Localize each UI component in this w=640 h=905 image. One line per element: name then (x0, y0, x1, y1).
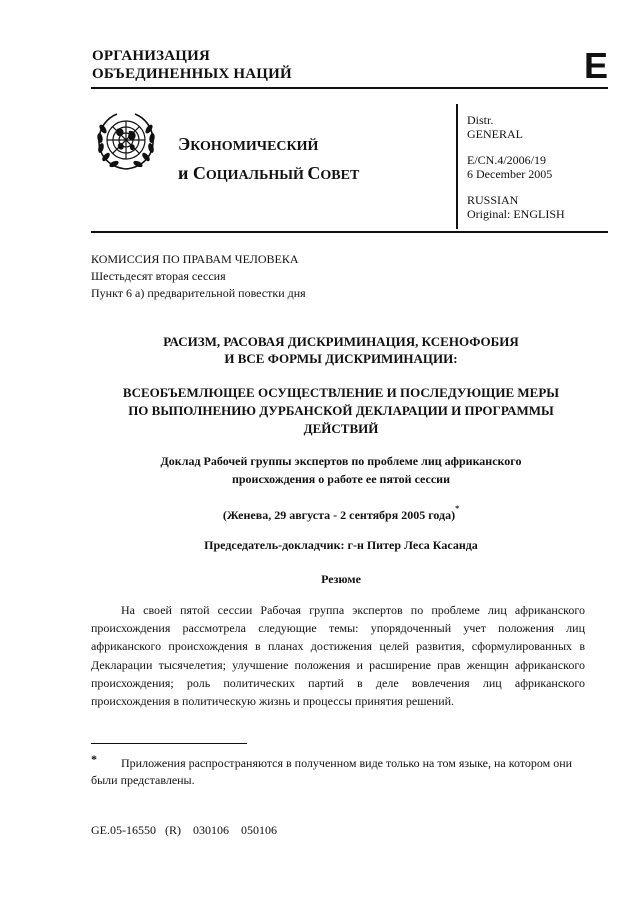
header-top-rule (91, 87, 608, 89)
distr-general: GENERAL (467, 127, 523, 141)
council-line-2 (178, 160, 359, 189)
council-line-2-rest-1: ОЦИАЛЬНЫЙ (205, 168, 308, 183)
document-language: RUSSIAN (467, 193, 519, 207)
distribution-block (467, 113, 565, 221)
commission-session: Шестьдесят вторая сессия (91, 269, 226, 283)
header-vertical-rule (456, 104, 458, 229)
title-racism-line-1: РАСИЗМ, РАСОВАЯ ДИСКРИМИНАЦИЯ, КСЕНОФОБИЯ (163, 334, 519, 349)
session-dates-text: (Женева, 29 августа - 2 сентября 2005 года) (222, 508, 456, 522)
language-letter: E (584, 45, 609, 86)
footnote-marker: * (91, 752, 97, 766)
summary-heading: Резюме (321, 572, 361, 586)
session-dates (91, 504, 591, 523)
footnote-text: Приложения распространяются в полученном виде только на том языке, на котором они были представлены. (91, 756, 573, 787)
org-line-2: ОБЪЕДИНЕННЫХ НАЦИЙ (92, 66, 292, 82)
council-line-2-cap-1: С (192, 163, 206, 183)
council-line-2-pre: и (178, 163, 193, 183)
council-line-1 (178, 131, 359, 160)
council-line-2-rest-2: ОВЕТ (320, 168, 360, 183)
commission-name: КОМИССИЯ ПО ПРАВАМ ЧЕЛОВЕКА (91, 252, 299, 266)
council-name (178, 131, 359, 189)
chairperson: Председатель-докладчик: г-н Питер Леса Касанда (204, 538, 478, 552)
summary-paragraph: На своей пятой сессии Рабочая группа экспертов по проблеме лиц африканского происхождения рассмотрела следующие темы: упорядоченный учет положения лиц африканского происхождения в планах достижения целей развития, сформулированных в Декларации тысячелетия; улучшение положения и расширение прав женщин африканского происхождения; роль политических партий в деле вовлечения лиц африканского происхождения в политическую жизнь и процессы принятия решений. (91, 603, 585, 709)
title-durban-line-2: ПО ВЫПОЛНЕНИЮ ДУРБАНСКОЙ ДЕКЛАРАЦИИ И ПРОГРАММЫ (128, 403, 554, 418)
document-date: 6 December 2005 (467, 167, 553, 181)
title-durban-line-3: ДЕЙСТВИЙ (303, 421, 379, 436)
agenda-item: Пункт 6 а) предварительной повестки дня (91, 286, 306, 300)
commission-block (91, 251, 306, 302)
council-line-1-cap: Э (178, 134, 191, 154)
org-line-1: ОРГАНИЗАЦИЯ (92, 48, 211, 64)
footnote-rule (91, 743, 247, 744)
distr-label: Distr. (467, 113, 494, 127)
council-line-1-rest: КОНОМИЧЕСКИЙ (190, 139, 319, 154)
organization-name (92, 47, 292, 83)
original-language: Original: ENGLISH (467, 207, 565, 221)
title-racism-line-2: И ВСЕ ФОРМЫ ДИСКРИМИНАЦИИ: (224, 351, 458, 366)
report-title-line-2: происхождения о работе ее пятой сессии (231, 472, 451, 486)
un-emblem-icon (95, 111, 157, 173)
footnote-reference[interactable]: * (455, 504, 460, 513)
document-symbol: E/CN.4/2006/19 (467, 153, 547, 167)
title-durban (91, 384, 591, 438)
header-bottom-rule (91, 231, 608, 233)
title-durban-line-1: ВСЕОБЪЕМЛЮЩЕЕ ОСУЩЕСТВЛЕНИЕ И ПОСЛЕДУЮЩИЕ МЕРЫ (122, 385, 560, 400)
title-racism (91, 333, 591, 367)
council-line-2-cap-2: С (307, 163, 321, 183)
report-title-line-1: Доклад Рабочей группы экспертов по проблеме лиц африканского (160, 454, 522, 468)
document-number: GE.05-16550 (R) 030106 050106 (91, 823, 277, 837)
report-title (91, 452, 591, 488)
